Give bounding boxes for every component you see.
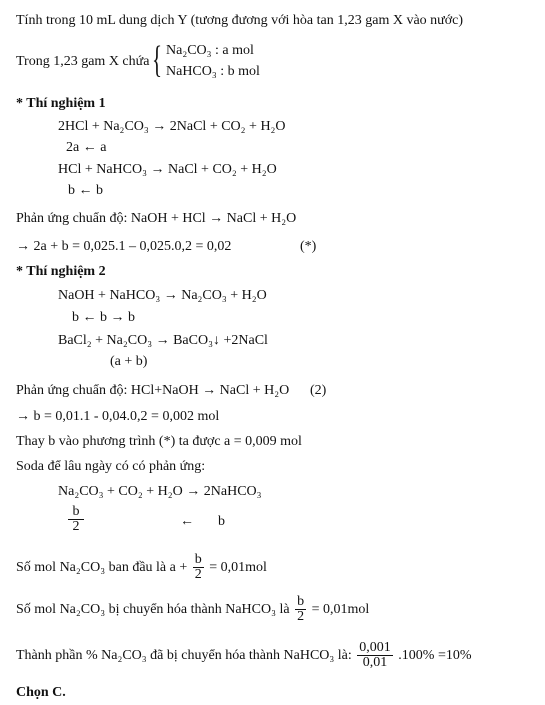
experiment-1-equation-2: HCl + NaHCO₃ → NaCl + CO₂ + H₂O bbox=[58, 162, 277, 177]
experiment-2-titration-tag: (2) bbox=[310, 383, 327, 398]
system-brace: { bbox=[152, 39, 163, 81]
contains-na2co3: Na₂CO₃ : a mol bbox=[166, 43, 254, 58]
soda-note: Soda để lâu ngày có có phản ứng: bbox=[16, 459, 206, 474]
converted-mol-numerator: b bbox=[297, 594, 305, 610]
initial-mol-denominator: 2 bbox=[194, 567, 202, 583]
percent-prefix: Thành phần % Na₂CO₃ đã bị chuyển hóa thành NaHCO₃ là: bbox=[16, 648, 352, 663]
percent-fraction bbox=[357, 641, 393, 670]
initial-mol-fraction bbox=[193, 553, 204, 582]
contains-label: Trong 1,23 gam X chứa bbox=[16, 54, 150, 69]
substitution-line: Thay b vào phương trình (*) ta được a = 0,009 mol bbox=[16, 434, 302, 449]
experiment-2-equation-2: BaCl₂ + Na₂CO₃ → BaCO₃↓ +2NaCl bbox=[58, 333, 268, 348]
percent-denominator: 0,01 bbox=[362, 655, 388, 671]
percent-line bbox=[16, 640, 472, 672]
experiment-1-equation-1: 2HCl + Na₂CO₃ → 2NaCl + CO₂ + H₂O bbox=[58, 119, 286, 134]
soda-fraction bbox=[68, 505, 84, 534]
experiment-2-titration: Phản ứng chuẩn độ: HCl+NaOH → NaCl + H₂O bbox=[16, 383, 290, 398]
experiment-2-equation-1-mol: b ← b → b bbox=[72, 310, 135, 325]
converted-mol-prefix: Số mol Na₂CO₃ bị chuyển hóa thành NaHCO₃ là bbox=[16, 602, 290, 617]
converted-mol-line bbox=[16, 594, 369, 626]
answer-line: Chọn C. bbox=[16, 685, 66, 700]
initial-mol-prefix: Số mol Na₂CO₃ ban đầu là a + bbox=[16, 560, 188, 575]
initial-mol-line bbox=[16, 552, 267, 584]
experiment-2-equation-1: NaOH + NaHCO₃ → Na₂CO₃ + H₂O bbox=[58, 288, 267, 303]
experiment-1-result-tag: (*) bbox=[300, 239, 317, 254]
experiment-2-heading: * Thí nghiệm 2 bbox=[16, 264, 106, 279]
experiment-1-equation-1-mol: 2a ← a bbox=[66, 140, 107, 155]
converted-mol-suffix: = 0,01mol bbox=[311, 602, 370, 617]
experiment-2-result: → b = 0,01.1 - 0,04.0,2 = 0,002 mol bbox=[16, 409, 220, 424]
soda-equation: Na₂CO₃ + CO₂ + H₂O → 2NaHCO₃ bbox=[58, 484, 262, 499]
percent-numerator: 0,001 bbox=[359, 640, 391, 656]
experiment-1-heading: * Thí nghiệm 1 bbox=[16, 96, 106, 111]
converted-mol-fraction bbox=[295, 595, 306, 624]
initial-mol-numerator: b bbox=[194, 552, 202, 568]
experiment-1-result: → 2a + b = 0,025.1 – 0,025.0,2 = 0,02 bbox=[16, 239, 232, 254]
intro-line: Tính trong 10 mL dung dịch Y (tương đương với hòa tan 1,23 gam X vào nước) bbox=[16, 13, 464, 28]
converted-mol-denominator: 2 bbox=[297, 609, 305, 625]
experiment-1-titration: Phản ứng chuẩn độ: NaOH + HCl → NaCl + H₂O bbox=[16, 211, 297, 226]
initial-mol-suffix: = 0,01mol bbox=[209, 560, 267, 575]
contains-nahco3: NaHCO₃ : b mol bbox=[166, 64, 260, 79]
soda-fraction-numerator: b bbox=[68, 505, 84, 520]
soda-fraction-denominator: 2 bbox=[72, 519, 80, 534]
experiment-2-equation-2-mol: (a + b) bbox=[110, 354, 148, 369]
percent-suffix: .100% =10% bbox=[398, 648, 472, 663]
soda-b: b bbox=[218, 514, 225, 529]
soda-arrow: ← bbox=[180, 514, 194, 529]
experiment-1-equation-2-mol: b ← b bbox=[68, 183, 103, 198]
